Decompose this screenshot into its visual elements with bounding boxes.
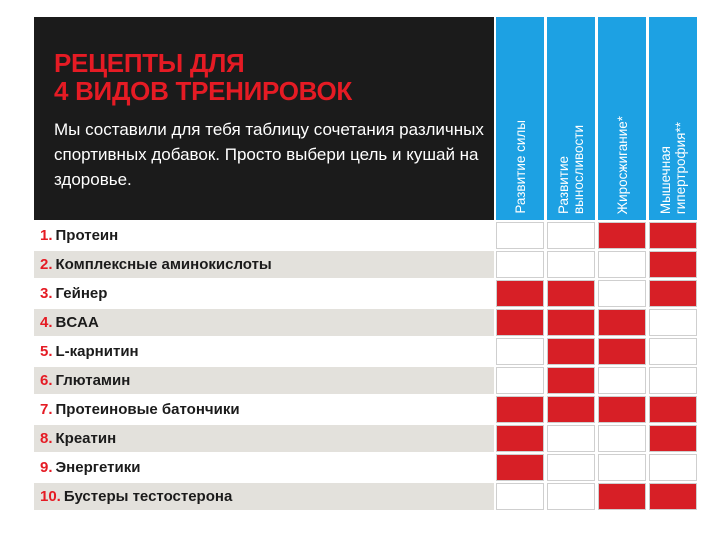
- recommended-cell: [649, 425, 697, 452]
- row-number: 2.: [40, 256, 53, 273]
- table-row: [34, 338, 698, 365]
- empty-cell: [649, 367, 697, 394]
- empty-cell: [598, 425, 646, 452]
- column-header-fat-burning: [598, 17, 646, 220]
- supplement-name: Креатин: [55, 430, 117, 447]
- recommended-cell: [649, 396, 697, 423]
- recommended-cell: [649, 483, 697, 510]
- empty-cell: [547, 425, 595, 452]
- recommended-cell: [496, 309, 544, 336]
- recommended-cell: [547, 367, 595, 394]
- table-row: [34, 454, 698, 481]
- supplement-name: L-карнитин: [55, 343, 139, 360]
- empty-cell: [547, 222, 595, 249]
- supplement-name: Протеиновые батончики: [55, 401, 240, 418]
- empty-cell: [649, 338, 697, 365]
- column-label: Мышечная гипертрофия**: [658, 121, 688, 214]
- supplement-table: [34, 17, 698, 513]
- recommended-cell: [547, 280, 595, 307]
- column-header-endurance: [547, 17, 595, 220]
- empty-cell: [649, 309, 697, 336]
- title-line-1: РЕЦЕПТЫ ДЛЯ: [54, 48, 245, 78]
- empty-cell: [547, 251, 595, 278]
- row-number: 7.: [40, 401, 53, 418]
- supplement-name-cell: [34, 309, 494, 336]
- recommended-cell: [598, 338, 646, 365]
- supplement-name: Гейнер: [55, 285, 108, 302]
- table-row: [34, 222, 698, 249]
- column-header-strength: [496, 17, 544, 220]
- title-line-2: 4 ВИДОВ ТРЕНИРОВОК: [54, 76, 352, 106]
- supplement-name: Глютамин: [55, 372, 131, 389]
- empty-cell: [496, 367, 544, 394]
- row-number: 6.: [40, 372, 53, 389]
- row-number: 1.: [40, 227, 53, 244]
- empty-cell: [496, 483, 544, 510]
- empty-cell: [496, 251, 544, 278]
- empty-cell: [598, 251, 646, 278]
- recommended-cell: [598, 309, 646, 336]
- empty-cell: [547, 483, 595, 510]
- supplement-name: Энергетики: [55, 459, 141, 476]
- column-label: Развитие силы: [512, 120, 528, 214]
- table-row: [34, 425, 698, 452]
- recommended-cell: [649, 251, 697, 278]
- empty-cell: [547, 454, 595, 481]
- supplement-name-cell: [34, 396, 494, 423]
- supplement-name: BCAA: [55, 314, 99, 331]
- empty-cell: [598, 367, 646, 394]
- empty-cell: [598, 280, 646, 307]
- row-number: 5.: [40, 343, 53, 360]
- supplement-name-cell: [34, 280, 494, 307]
- table-row: [34, 280, 698, 307]
- empty-cell: [496, 222, 544, 249]
- row-number: 3.: [40, 285, 53, 302]
- recommended-cell: [496, 280, 544, 307]
- column-label: Жиросжигание*: [614, 115, 630, 214]
- recommended-cell: [649, 222, 697, 249]
- table-row: [34, 309, 698, 336]
- supplement-name-cell: [34, 454, 494, 481]
- supplement-name: Бустеры тестостерона: [63, 488, 233, 505]
- recommended-cell: [547, 309, 595, 336]
- recommended-cell: [649, 280, 697, 307]
- empty-cell: [598, 454, 646, 481]
- recommended-cell: [598, 222, 646, 249]
- recommended-cell: [547, 338, 595, 365]
- table-subtitle: Мы составили для тебя таблицу сочетания различных спортивных добавок. Просто выбери цель и кушай на здоровье.: [54, 120, 484, 189]
- row-number: 8.: [40, 430, 53, 447]
- recommended-cell: [496, 425, 544, 452]
- supplement-name-cell: [34, 338, 494, 365]
- recommended-cell: [598, 483, 646, 510]
- supplement-name-cell: [34, 251, 494, 278]
- recommended-cell: [496, 396, 544, 423]
- table-title: [54, 49, 352, 105]
- row-number: 9.: [40, 459, 53, 476]
- table-row: [34, 367, 698, 394]
- recommended-cell: [598, 396, 646, 423]
- supplement-name: Комплексные аминокислоты: [55, 256, 272, 273]
- table-row: [34, 396, 698, 423]
- table-row: [34, 251, 698, 278]
- row-number: 10.: [40, 488, 61, 505]
- supplement-name: Протеин: [55, 227, 119, 244]
- supplement-name-cell: [34, 222, 494, 249]
- empty-cell: [649, 454, 697, 481]
- column-header-hypertrophy: [649, 17, 697, 220]
- recommended-cell: [496, 454, 544, 481]
- supplement-name-cell: [34, 483, 494, 510]
- row-number: 4.: [40, 314, 53, 331]
- table-row: [34, 483, 698, 510]
- empty-cell: [496, 338, 544, 365]
- supplement-name-cell: [34, 367, 494, 394]
- supplement-name-cell: [34, 425, 494, 452]
- table-header: [34, 17, 494, 220]
- column-label: Развитие выносливости: [556, 124, 586, 214]
- recommended-cell: [547, 396, 595, 423]
